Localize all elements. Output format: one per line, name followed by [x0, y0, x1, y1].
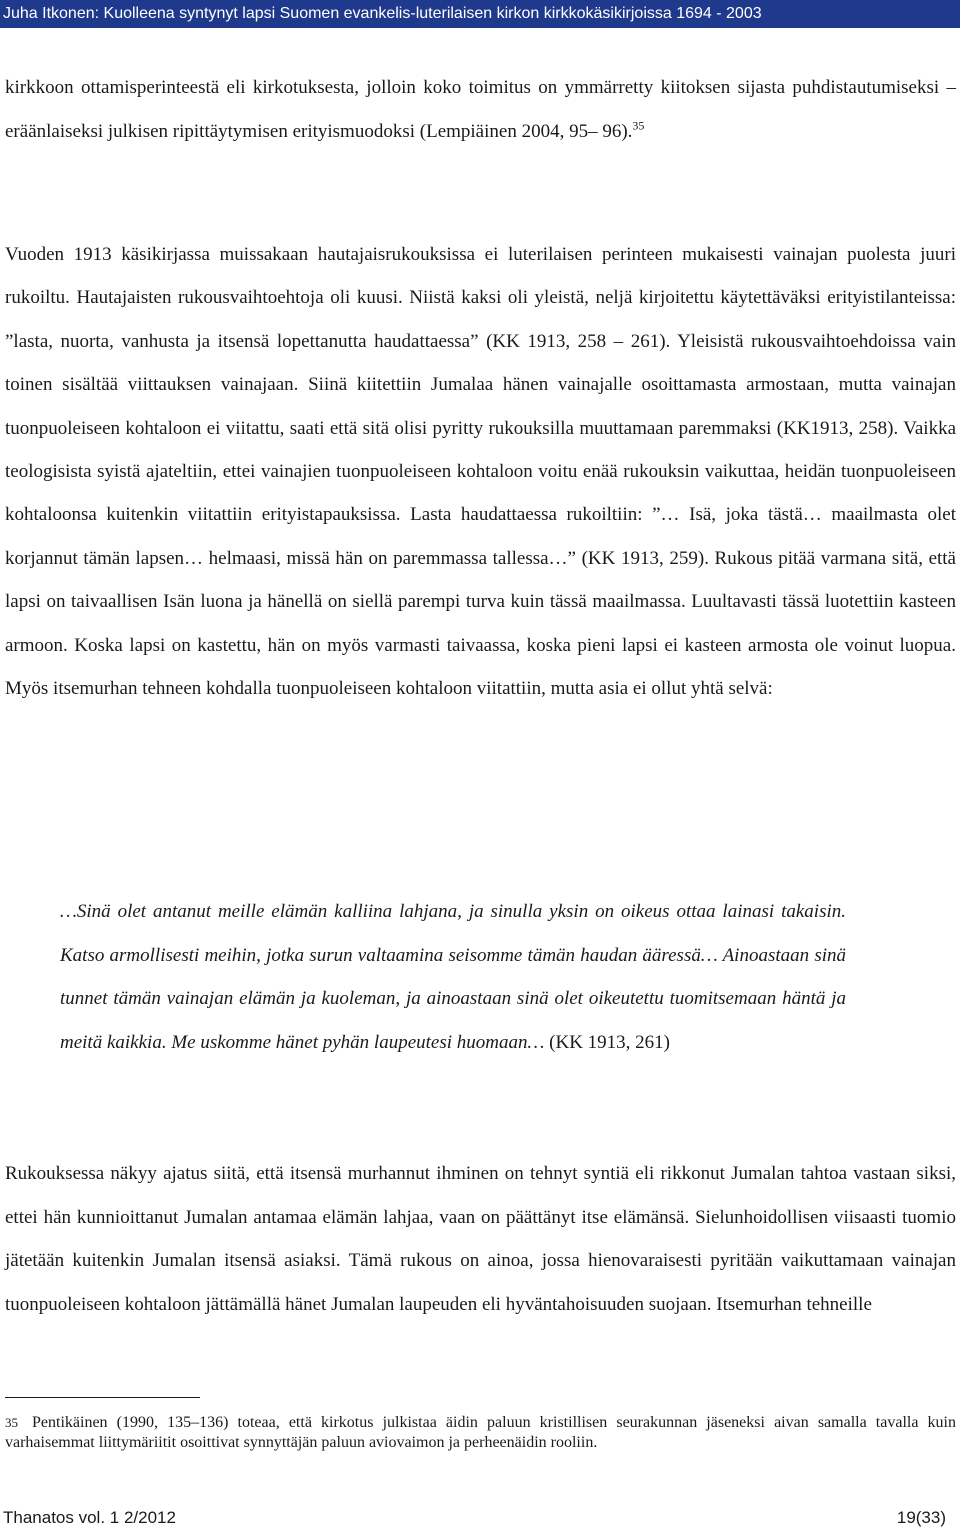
- footnote: [5, 1413, 956, 1453]
- page-number: 19(33): [896, 1508, 946, 1527]
- paragraph-2-text: Vuoden 1913 käsikirjassa muissakaan hautajaisrukouksissa ei luterilaisen perinteen mukaisesti vainajan puolesta juuri rukoiltu. Hautajaisten rukousvaihtoehtoja oli kuusi. Niistä kaksi oli yleistä, neljä kirjoitettu käytettäväksi erityistilanteissa: ”lasta, nuorta, vanhusta ja itsensä lopettanutta haudattaessa” (KK 1913, 258 – 261). Yleisistä rukousvaihtoehdoissa vain toinen sisältää viittauksen vainajaan. Siinä kiitettiin Jumalaa hänen vainajalle osoittamasta armostaan, mutta vainajan tuonpuoleiseen kohtaloon ei viitattu, saati että sitä olisi pyritty rukouksilla muuttamaan paremmaksi (KK1913, 258). Vaikka teologisista syistä ajateltiin, ettei vainajien tuonpuoleiseen kohtaloon voitu enää rukouksin vaikuttaa, heidän tuonpuoleiseen kohtaloonsa kuitenkin viitattiin erityistapauksissa. Lasta haudattaessa rukoiltiin: ”… Isä, joka tästä… maailmasta olet korjannut tämän lapsen… helmaasi, missä hän on paremmassa tallessa…” (KK 1913, 259). Rukous pitää varmana sitä, että lapsi on taivaallisen Isän luona ja hänellä on siellä parempi turva kuin tässä maailmassa. Luultavasti tässä luotettiin kasteen armoon. Koska lapsi on kastettu, hän on myös varmasti taivaassa, koska pieni lapsi ei kasteen armosta ole voinut luopua. Myös itsemurhan tehneen kohdalla tuonpuoleiseen kohtaloon viitattiin, mutta asia ei ollut yhtä selvä:: [5, 244, 956, 700]
- footnote-number: 35: [5, 1415, 18, 1430]
- paragraph-3: [5, 1152, 956, 1326]
- journal-name: Thanatos vol. 1 2/2012: [3, 1508, 176, 1527]
- block-quote-citation: (KK 1913, 261): [549, 1031, 670, 1053]
- footnote-text: Pentikäinen (1990, 135–136) toteaa, että kirkotus julkistaa äidin paluun kristillisen seurakunnan jäseneksi aivan samalla tavalla kuin varhaisemmat liittymäriitit osoittivat synnyttäjän paluun aviovaimon ja perheenäidin rooliin.: [5, 1414, 956, 1451]
- block-quote: [60, 890, 846, 1064]
- paragraph-3-text: Rukouksessa näkyy ajatus siitä, että itsensä murhannut ihminen on tehnyt syntiä eli rikkonut Jumalan tahtoa vastaan siksi, ettei hän kunnioittanut Jumalan antamaa elämän lahjaa, vaan on päättänyt itse elämänsä. Sielunhoidollisen viisaasti tuomio jätetään kuitenkin Jumalan itsensä asiaksi. Tämä rukous on ainoa, jossa hienovaraisesti pyritään vaikuttamaan vainajan tuonpuoleiseen kohtaloon jättämällä hänet Jumalan laupeuden eli hyväntahoisuuden suojaan. Itsemurhan tehneille: [5, 1163, 956, 1315]
- footnote-reference[interactable]: 35: [632, 118, 645, 133]
- running-header: [0, 0, 960, 28]
- running-title: Juha Itkonen: Kuolleena syntynyt lapsi Suomen evankelis-luterilaisen kirkon kirkkokäsikirjoissa 1694 - 2003: [3, 5, 762, 22]
- paragraph-1: [5, 66, 956, 153]
- paragraph-1-text: kirkkoon ottamisperinteestä eli kirkotuksesta, jolloin koko toimitus on ymmärretty kiitoksen sijasta puhdistautumiseksi – eräänlaiseksi julkisen ripittäytymisen erityismuodoksi (Lempiäinen 2004, 95– 96).: [5, 77, 956, 142]
- footnote-separator: [5, 1397, 200, 1398]
- page-footer: [0, 1505, 960, 1531]
- paragraph-2: [5, 233, 956, 710]
- block-quote-text: …Sinä olet antanut meille elämän kalliina lahjana, ja sinulla yksin on oikeus ottaa lainasi takaisin. Katso armollisesti meihin, jotka surun valtaamina seisomme tämän haudan ääressä… Ainoastaan sinä tunnet tämän vainajan elämän ja kuoleman, ja ainoastaan sinä olet oikeutettu tuomitsemaan häntä ja meitä kaikkia. Me uskomme hänet pyhän laupeutesi huomaan…: [60, 901, 846, 1053]
